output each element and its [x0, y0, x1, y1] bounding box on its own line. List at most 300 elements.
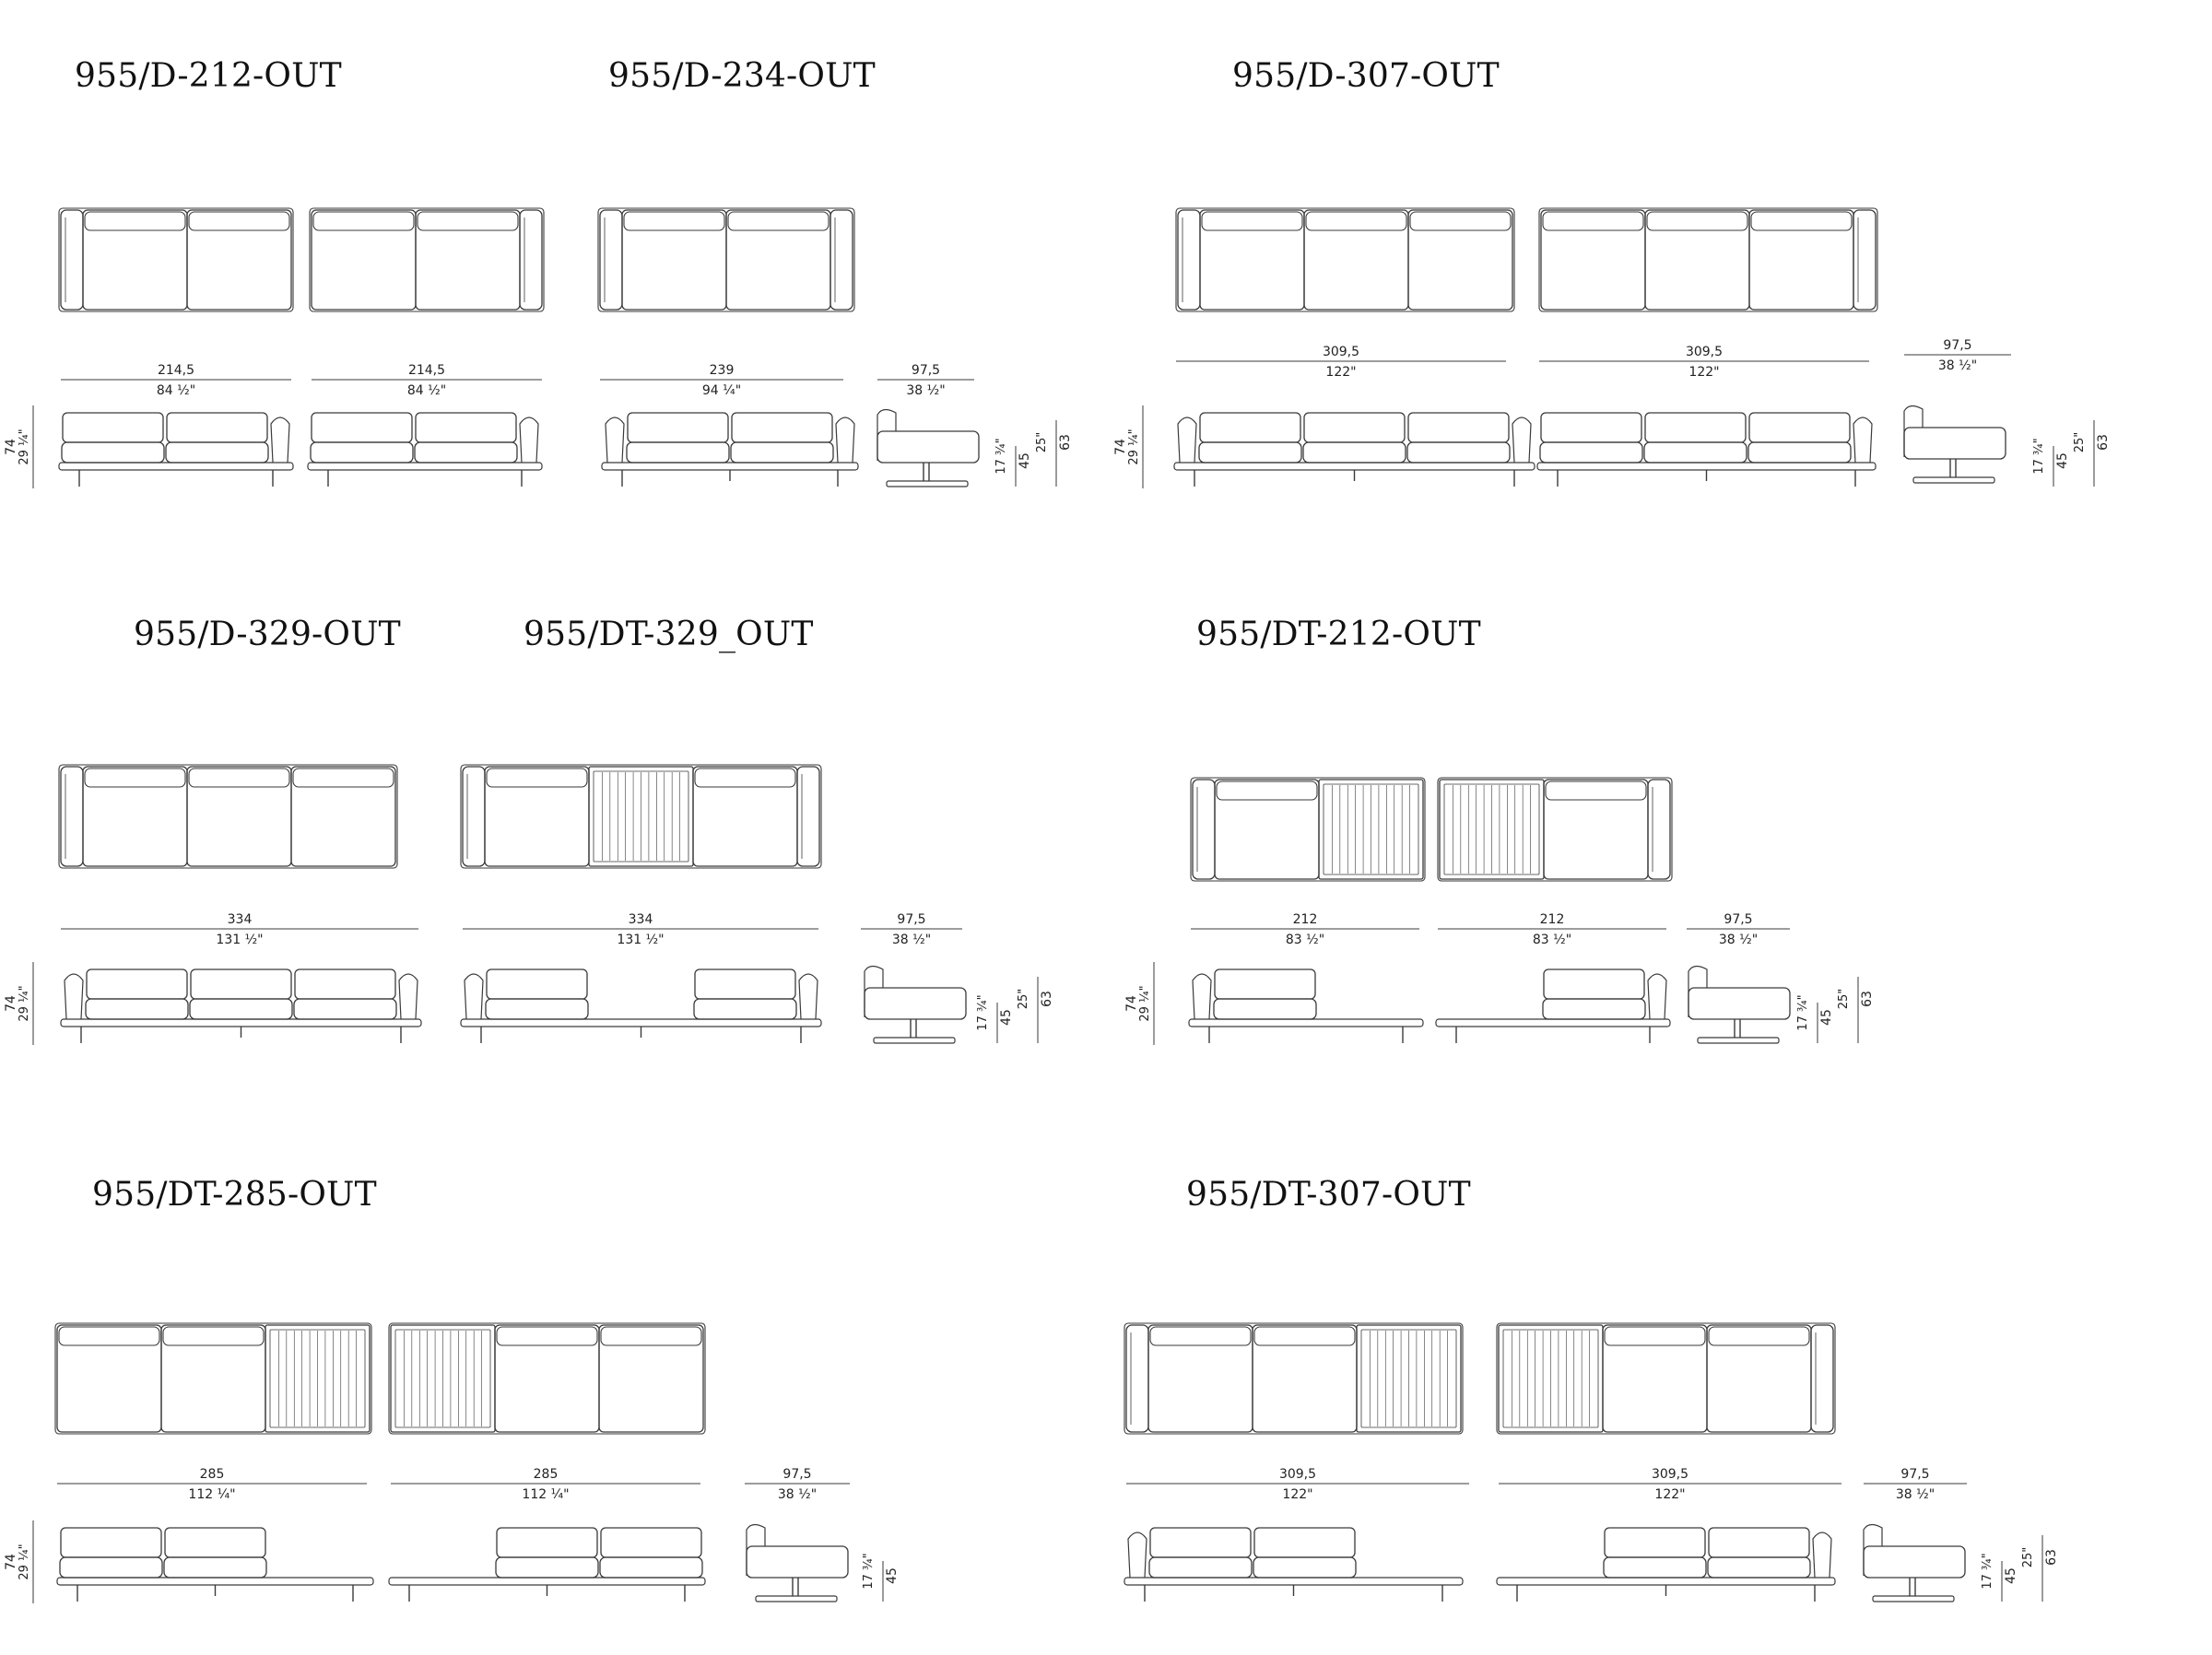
seat-cushion-front: [1149, 1557, 1252, 1578]
seat-cushion-front: [415, 442, 517, 463]
seat-in: 17 ¾": [1981, 1553, 1994, 1590]
armrest-profile: [606, 417, 624, 463]
armrest-profile: [1853, 417, 1872, 463]
seat-cushion: [187, 210, 291, 310]
seat-cm: 45: [885, 1567, 900, 1584]
back-cushion-front: [416, 413, 516, 442]
frame-outline: [1438, 778, 1672, 881]
armrest-profile: [1648, 974, 1666, 1019]
dim-in: 94 ¼": [701, 383, 742, 398]
top-view-dt212-right: [1438, 778, 1672, 881]
back-cushion: [189, 212, 289, 230]
back-cushion-front: [1709, 1528, 1809, 1557]
height-in: 29 ¼": [18, 985, 31, 1022]
seat-cushion: [416, 210, 520, 310]
width-dim-dt307-left: [1126, 1467, 1469, 1502]
height-dim-d307: [1113, 405, 1143, 488]
armrest-profile: [399, 974, 418, 1019]
seat-in: 17 ¾": [2032, 438, 2046, 475]
arm-cm: 63: [1058, 434, 1073, 451]
back-cushion-front: [1304, 413, 1405, 442]
seat-profile: [1688, 988, 1790, 1019]
top-view-dt329: [461, 765, 821, 868]
back-cushion: [418, 212, 518, 230]
armrest: [797, 767, 819, 866]
arm-in: 25": [1837, 988, 1851, 1010]
front-view-dt285-right: [389, 1528, 705, 1602]
armrest-profile: [799, 974, 818, 1019]
frame-outline: [310, 208, 544, 311]
back-cushion: [59, 1327, 159, 1345]
seat-cushion-front: [1407, 442, 1510, 463]
back-cushion-front: [191, 969, 291, 999]
dim-cm: 214,5: [157, 363, 195, 378]
seat-cushion: [1603, 1325, 1707, 1432]
armrest-profile: [1512, 417, 1531, 463]
back-cushion: [313, 212, 414, 230]
armrest: [1193, 780, 1215, 879]
armrest-profile: [1813, 1532, 1831, 1578]
armrest: [1648, 780, 1670, 879]
seat-cushion: [1645, 210, 1749, 310]
platform-base: [461, 1019, 821, 1027]
dim-in: 122": [1688, 365, 1720, 380]
front-view-dt212-left: [1189, 969, 1423, 1043]
backrest-profile: [1688, 966, 1707, 1017]
back-cushion: [1410, 212, 1511, 230]
pedestal-foot: [874, 1038, 955, 1043]
back-cushion: [1202, 212, 1302, 230]
platform-base: [57, 1578, 373, 1585]
height-cm: 74: [4, 439, 18, 455]
platform-base: [1436, 1019, 1670, 1027]
dim-cm: 214,5: [407, 363, 446, 378]
model-code-d212: 955/D-212-OUT: [75, 57, 342, 95]
dim-in: 38 ½": [777, 1487, 818, 1502]
seat-cushion-front: [1540, 442, 1642, 463]
dim-in: 122": [1654, 1487, 1686, 1502]
armrest-profile: [520, 417, 538, 463]
model-code-dt307: 955/DT-307-OUT: [1186, 1176, 1471, 1214]
height-in: 29 ¼": [18, 1543, 31, 1580]
width-dim-d307-left: [1176, 345, 1506, 380]
seat-cushion-front: [311, 442, 413, 463]
dim-in: 122": [1325, 365, 1357, 380]
seat-in: 17 ¾": [862, 1553, 876, 1590]
model-code-dt285: 955/DT-285-OUT: [92, 1176, 377, 1214]
armrest: [463, 767, 485, 866]
top-view-d307-right: [1539, 208, 1877, 311]
platform-base: [1174, 463, 1535, 470]
seat-cushion-front: [294, 999, 396, 1019]
back-cushion-front: [1541, 413, 1641, 442]
dim-cm: 285: [533, 1467, 559, 1482]
seat-cushion: [1215, 780, 1319, 879]
seat-cushion-front: [60, 1557, 162, 1578]
armrest: [1853, 210, 1876, 310]
side-dims-dt307: [1981, 1535, 2059, 1602]
dim-in: 112 ¼": [188, 1487, 236, 1502]
dim-in: 38 ½": [1895, 1487, 1936, 1502]
depth-dim-dt212: [1687, 912, 1790, 947]
seat-cushion: [1541, 210, 1645, 310]
seat-cushion: [1749, 210, 1853, 310]
depth-dim-dt329: [861, 912, 962, 947]
seat-profile: [747, 1546, 848, 1578]
back-cushion-front: [487, 969, 587, 999]
back-cushion: [85, 769, 185, 787]
back-cushion: [1306, 212, 1406, 230]
width-dim-d212-right: [312, 363, 542, 398]
height-cm: 74: [1124, 995, 1139, 1012]
armrest-profile: [465, 974, 483, 1019]
seat-cushion: [1148, 1325, 1253, 1432]
back-cushion-front: [732, 413, 832, 442]
seat-cushion: [693, 767, 797, 866]
seat-cm: 45: [1819, 1009, 1834, 1026]
top-view-d212-left: [59, 208, 293, 311]
width-dim-d234: [600, 363, 843, 398]
height-dim-d329: [4, 962, 33, 1045]
seat-profile: [1904, 428, 2006, 459]
platform-base: [1124, 1578, 1463, 1585]
back-cushion-front: [628, 413, 728, 442]
top-view-d307-left: [1176, 208, 1514, 311]
back-cushion-front: [1215, 969, 1315, 999]
armrest: [61, 767, 83, 866]
side-dims-d307: [2032, 420, 2111, 487]
seat-cushion-front: [600, 1557, 702, 1578]
platform-base: [602, 463, 858, 470]
back-cushion-front: [1544, 969, 1644, 999]
width-dim-d307-right: [1539, 345, 1869, 380]
seat-cushion-front: [694, 999, 796, 1019]
width-dim-d212-left: [61, 363, 291, 398]
width-dim-dt329: [463, 912, 818, 947]
back-cushion: [1647, 212, 1747, 230]
dim-cm: 212: [1539, 912, 1565, 927]
back-cushion: [1605, 1327, 1705, 1345]
pedestal-foot: [1873, 1596, 1954, 1602]
platform-base: [389, 1578, 705, 1585]
frame-outline: [1176, 208, 1514, 311]
arm-in: 25": [2021, 1546, 2035, 1568]
seat-cushion-front: [627, 442, 729, 463]
seat-cushion: [312, 210, 416, 310]
model-code-d234: 955/D-234-OUT: [608, 57, 876, 95]
back-cushion: [189, 769, 289, 787]
pedestal-foot: [887, 481, 968, 487]
model-code-dt212: 955/DT-212-OUT: [1196, 616, 1481, 653]
seat-cushion: [1544, 780, 1648, 879]
top-view-d329: [59, 765, 397, 868]
frame-outline: [59, 208, 293, 311]
side-dims-d234: [994, 420, 1073, 487]
back-cushion: [1150, 1327, 1251, 1345]
back-cushion: [163, 1327, 264, 1345]
back-cushion: [1543, 212, 1643, 230]
back-cushion-front: [497, 1528, 597, 1557]
back-cushion: [497, 1327, 597, 1345]
height-dim-dt285: [4, 1520, 33, 1603]
seat-cushion-front: [1748, 442, 1851, 463]
frame-outline: [59, 765, 397, 868]
arm-in: 25": [2073, 431, 2087, 453]
top-view-dt285-right: [389, 1323, 705, 1434]
seat-cushion: [57, 1325, 161, 1432]
armrest: [520, 210, 542, 310]
arm-cm: 63: [1040, 991, 1054, 1007]
backrest-profile: [877, 409, 896, 461]
arm-in: 25": [1017, 988, 1030, 1010]
arm-in: 25": [1035, 431, 1049, 453]
dim-cm: 285: [199, 1467, 225, 1482]
seat-cm: 45: [2004, 1567, 2018, 1584]
armrest-profile: [1128, 1532, 1147, 1578]
back-cushion: [487, 769, 587, 787]
seat-cm: 45: [1018, 452, 1032, 469]
platform-base: [1497, 1578, 1835, 1585]
seat-cushion-front: [1604, 1557, 1706, 1578]
model-code-dt329: 955/DT-329_OUT: [524, 616, 814, 653]
dim-in: 112 ¼": [522, 1487, 570, 1502]
height-cm: 74: [1113, 439, 1128, 455]
seat-cushion: [291, 767, 395, 866]
seat-cushion: [1200, 210, 1304, 310]
seat-cushion-front: [164, 1557, 266, 1578]
seat-cushion: [1707, 1325, 1811, 1432]
seat-in: 17 ¾": [1796, 994, 1810, 1031]
side-view-dt307: [1864, 1524, 1965, 1602]
seat-cushion-front: [1303, 442, 1406, 463]
seat-cushion: [622, 210, 726, 310]
seat-in: 17 ¾": [994, 438, 1008, 475]
back-cushion-front: [695, 969, 795, 999]
seat-cushion: [485, 767, 589, 866]
dim-cm: 309,5: [1685, 345, 1724, 359]
seat-cushion: [599, 1325, 703, 1432]
seat-cushion-front: [166, 442, 268, 463]
seat-in: 17 ¾": [976, 994, 990, 1031]
dim-in: 38 ½": [1937, 358, 1978, 373]
pedestal-foot: [1913, 477, 1994, 483]
back-cushion-front: [63, 413, 163, 442]
frame-outline: [1191, 778, 1425, 881]
back-cushion-front: [1150, 1528, 1251, 1557]
height-in: 29 ¼": [1127, 428, 1141, 465]
backrest-profile: [747, 1524, 765, 1576]
armrest: [1811, 1325, 1833, 1432]
dim-in: 38 ½": [891, 933, 932, 947]
height-in: 29 ¼": [1138, 985, 1152, 1022]
back-cushion: [1751, 212, 1852, 230]
seat-cushion: [726, 210, 830, 310]
front-view-dt307-left: [1124, 1528, 1463, 1602]
side-dims-dt212: [1796, 977, 1875, 1043]
platform-base: [61, 1019, 421, 1027]
back-cushion: [1546, 781, 1646, 800]
back-cushion-front: [1200, 413, 1300, 442]
platform-base: [59, 463, 293, 470]
depth-dim-d307: [1904, 338, 2011, 373]
armrest-profile: [1178, 417, 1196, 463]
side-dims-dt329: [976, 977, 1054, 1043]
dim-in: 38 ½": [906, 383, 946, 398]
seat-cushion: [187, 767, 291, 866]
front-view-d212-right: [308, 413, 542, 487]
dim-cm: 212: [1292, 912, 1318, 927]
front-view-dt285-left: [57, 1528, 373, 1602]
dim-cm: 97,5: [897, 912, 926, 927]
arm-cm: 63: [2044, 1549, 2059, 1566]
seat-cushion-front: [1644, 442, 1747, 463]
seat-profile: [865, 988, 966, 1019]
back-cushion-front: [312, 413, 412, 442]
dim-cm: 97,5: [911, 363, 941, 378]
front-view-d307-left: [1174, 413, 1535, 487]
back-cushion: [1709, 1327, 1809, 1345]
height-dim-d212: [4, 405, 33, 488]
dim-cm: 334: [227, 912, 253, 927]
seat-cm: 45: [2055, 452, 2070, 469]
dim-cm: 309,5: [1278, 1467, 1317, 1482]
seat-cushion-front: [496, 1557, 598, 1578]
backrest-profile: [1904, 405, 1923, 457]
seat-cushion-front: [486, 999, 588, 1019]
armrest: [830, 210, 853, 310]
height-cm: 74: [4, 995, 18, 1012]
seat-cushion-front: [1214, 999, 1316, 1019]
front-view-dt307-right: [1497, 1528, 1835, 1602]
back-cushion: [293, 769, 394, 787]
back-cushion-front: [1645, 413, 1746, 442]
back-cushion: [601, 1327, 701, 1345]
back-cushion-front: [165, 1528, 265, 1557]
width-dim-dt212-left: [1191, 912, 1419, 947]
backrest-profile: [865, 966, 883, 1017]
back-cushion: [1217, 781, 1317, 800]
side-view-dt329: [865, 966, 966, 1043]
front-view-d212-left: [59, 413, 293, 487]
arm-cm: 63: [2096, 434, 2111, 451]
back-cushion-front: [61, 1528, 161, 1557]
back-cushion-front: [1605, 1528, 1705, 1557]
platform-base: [1189, 1019, 1423, 1027]
front-view-dt212-right: [1436, 969, 1670, 1043]
top-view-d234: [598, 208, 854, 311]
armrest: [1126, 1325, 1148, 1432]
armrest: [600, 210, 622, 310]
back-cushion: [728, 212, 829, 230]
back-cushion-front: [1749, 413, 1850, 442]
front-view-d307-right: [1537, 413, 1876, 487]
seat-cushion-front: [1543, 999, 1645, 1019]
pedestal-foot: [1698, 1038, 1779, 1043]
seat-cushion: [1304, 210, 1408, 310]
width-dim-dt285-left: [57, 1467, 367, 1502]
width-dim-dt307-right: [1499, 1467, 1841, 1502]
height-cm: 74: [4, 1554, 18, 1570]
armrest-profile: [836, 417, 854, 463]
seat-cushion-front: [1253, 1557, 1356, 1578]
pedestal-foot: [756, 1596, 837, 1602]
depth-dim-dt285: [745, 1467, 850, 1502]
armrest: [1178, 210, 1200, 310]
side-view-dt212: [1688, 966, 1790, 1043]
side-view-dt285: [747, 1524, 848, 1602]
model-code-d307: 955/D-307-OUT: [1232, 57, 1500, 95]
dim-cm: 309,5: [1651, 1467, 1689, 1482]
back-cushion-front: [295, 969, 395, 999]
arm-cm: 63: [1860, 991, 1875, 1007]
back-cushion-front: [1408, 413, 1509, 442]
seat-cm: 45: [999, 1009, 1014, 1026]
width-dim-dt212-right: [1438, 912, 1666, 947]
height-dim-dt212: [1124, 962, 1154, 1045]
armrest: [61, 210, 83, 310]
dim-in: 83 ½": [1532, 933, 1572, 947]
top-view-dt307-left: [1124, 1323, 1463, 1434]
frame-outline: [389, 1323, 705, 1434]
front-view-d329: [61, 969, 421, 1043]
dim-in: 84 ½": [406, 383, 447, 398]
back-cushion: [85, 212, 185, 230]
back-cushion-front: [601, 1528, 701, 1557]
frame-outline: [1124, 1323, 1463, 1434]
dim-cm: 239: [709, 363, 735, 378]
platform-base: [1537, 463, 1876, 470]
top-view-d212-right: [310, 208, 544, 311]
seat-cushion: [161, 1325, 265, 1432]
dim-in: 131 ½": [617, 933, 665, 947]
seat-cushion-front: [190, 999, 292, 1019]
depth-dim-d234: [877, 363, 974, 398]
side-dims-dt285: [862, 1553, 900, 1602]
seat-profile: [877, 431, 979, 463]
front-view-dt329: [461, 969, 821, 1043]
backrest-profile: [1864, 1524, 1882, 1576]
height-in: 29 ¼": [18, 428, 31, 465]
top-view-dt285-left: [55, 1323, 371, 1434]
platform-base: [308, 463, 542, 470]
dim-cm: 97,5: [782, 1467, 812, 1482]
side-view-d234: [877, 409, 979, 487]
armrest-profile: [1193, 974, 1211, 1019]
width-dim-dt285-right: [391, 1467, 700, 1502]
dim-cm: 97,5: [1724, 912, 1753, 927]
seat-cushion: [83, 767, 187, 866]
dim-in: 83 ½": [1285, 933, 1325, 947]
back-cushion-front: [87, 969, 187, 999]
back-cushion: [1254, 1327, 1355, 1345]
dim-cm: 334: [628, 912, 653, 927]
dim-cm: 97,5: [1943, 338, 1972, 353]
dim-in: 38 ½": [1718, 933, 1759, 947]
dim-cm: 309,5: [1322, 345, 1360, 359]
seat-cushion-front: [731, 442, 833, 463]
width-dim-d329: [61, 912, 418, 947]
top-view-dt307-right: [1497, 1323, 1835, 1434]
armrest-profile: [271, 417, 289, 463]
back-cushion-front: [167, 413, 267, 442]
armrest-profile: [65, 974, 83, 1019]
frame-outline: [1497, 1323, 1835, 1434]
dim-in: 122": [1282, 1487, 1313, 1502]
dim-in: 131 ½": [216, 933, 264, 947]
seat-cushion: [1253, 1325, 1357, 1432]
front-view-d234: [602, 413, 858, 487]
dim-cm: 97,5: [1900, 1467, 1930, 1482]
